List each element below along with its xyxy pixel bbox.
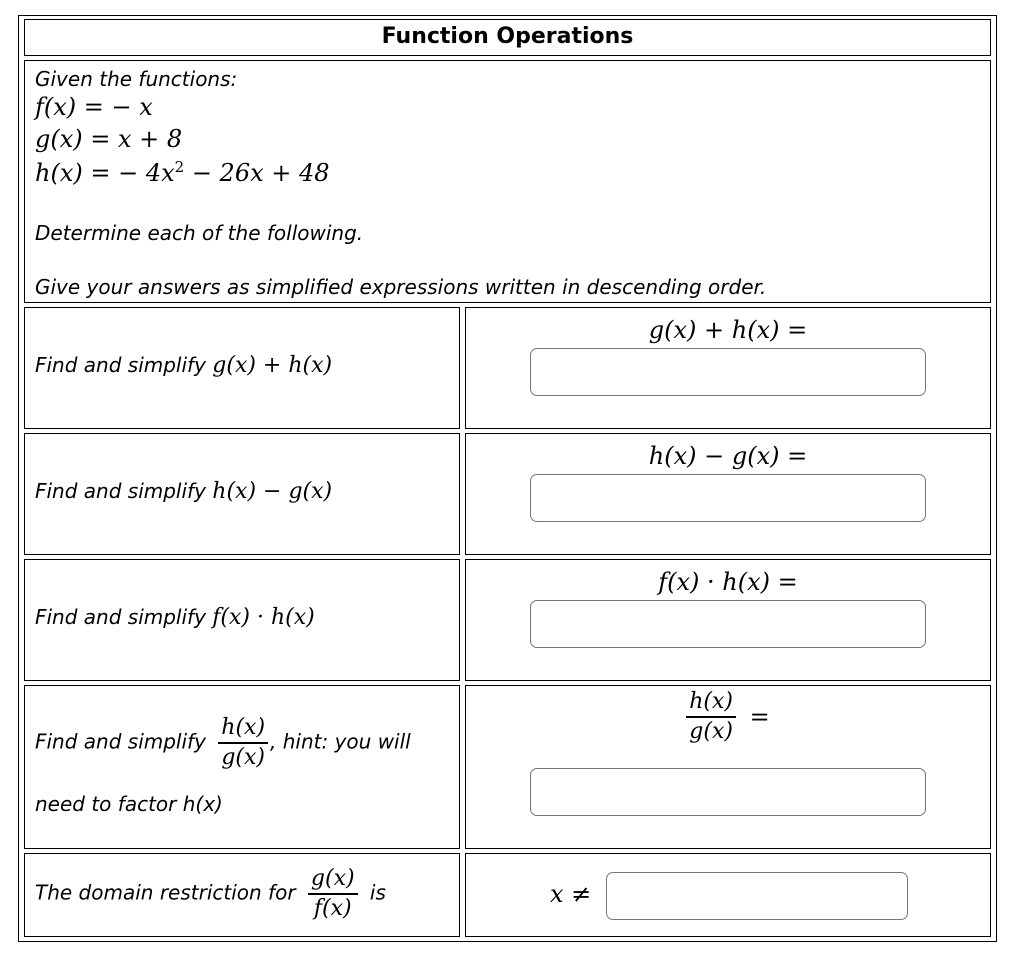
row-2-answer-cell [465, 433, 991, 555]
row-4-answer-label [466, 688, 990, 746]
row-5-fraction [308, 865, 358, 923]
row-5-suffix: is [369, 880, 386, 905]
row-2-answer-label: h(x) − g(x) = [648, 442, 808, 470]
h-definition [35, 158, 330, 187]
row-4-hint: , hint: you will [270, 729, 411, 754]
row-4-answer-eq: = [749, 703, 770, 731]
row-5-prompt [24, 853, 460, 937]
row-5-answer-input[interactable] [606, 872, 908, 920]
row-3-answer-label: f(x) · h(x) = [658, 568, 798, 596]
row-5-answer-label: x ≠ [550, 880, 592, 908]
row-2-prompt [24, 433, 460, 555]
h-definition-main: h(x) = − 4x [35, 159, 175, 187]
row-4-fraction [218, 714, 268, 772]
row-4-answer-fraction [686, 688, 736, 746]
row-4-hint-line2: need to factor h(x) [35, 792, 223, 816]
instructions-text: Give your answers as simplified expressions written in descending order. [35, 275, 767, 299]
row-3-prompt-math: f(x) · h(x) [212, 605, 315, 630]
row-1-prompt-text: Find and simplify [35, 353, 213, 377]
row-4-fraction-den: g(x) [218, 742, 268, 772]
f-definition: f(x) = − x [35, 93, 153, 121]
row-4-fraction-num: h(x) [221, 715, 266, 740]
row-4-answer-num: h(x) [689, 689, 733, 714]
determine-text: Determine each of the following. [35, 221, 364, 245]
row-4-answer-den: g(x) [686, 716, 736, 746]
function-operations-table [18, 15, 997, 942]
row-1-answer-cell [465, 307, 991, 429]
row-4-prompt [24, 685, 460, 849]
row-3-prompt-text: Find and simplify [35, 605, 213, 629]
row-5-prompt-text: The domain restriction for [35, 880, 296, 905]
row-5-fraction-num: g(x) [310, 866, 355, 891]
row-5-answer-cell [465, 853, 991, 937]
row-5-fraction-den: f(x) [308, 893, 358, 923]
h-definition-rest: − 26x + 48 [184, 159, 330, 187]
table-title: Function Operations [24, 19, 991, 56]
row-3-answer-cell [465, 559, 991, 681]
intro-section [24, 60, 991, 303]
row-4-answer-input[interactable] [530, 768, 926, 816]
row-4-answer-cell [465, 685, 991, 849]
row-3-answer-input[interactable] [530, 600, 926, 648]
row-2-answer-input[interactable] [530, 474, 926, 522]
row-3-prompt [24, 559, 460, 681]
row-2-prompt-text: Find and simplify [35, 479, 213, 503]
row-4-prompt-text: Find and simplify [35, 729, 206, 754]
h-exponent: 2 [174, 158, 185, 176]
g-definition: g(x) = x + 8 [35, 125, 183, 153]
given-label: Given the functions: [35, 67, 238, 91]
row-2-prompt-math: h(x) − g(x) [212, 479, 333, 504]
row-1-answer-label: g(x) + h(x) = [648, 316, 808, 344]
row-1-prompt-math: g(x) + h(x) [212, 353, 333, 378]
row-1-prompt [24, 307, 460, 429]
row-1-answer-input[interactable] [530, 348, 926, 396]
